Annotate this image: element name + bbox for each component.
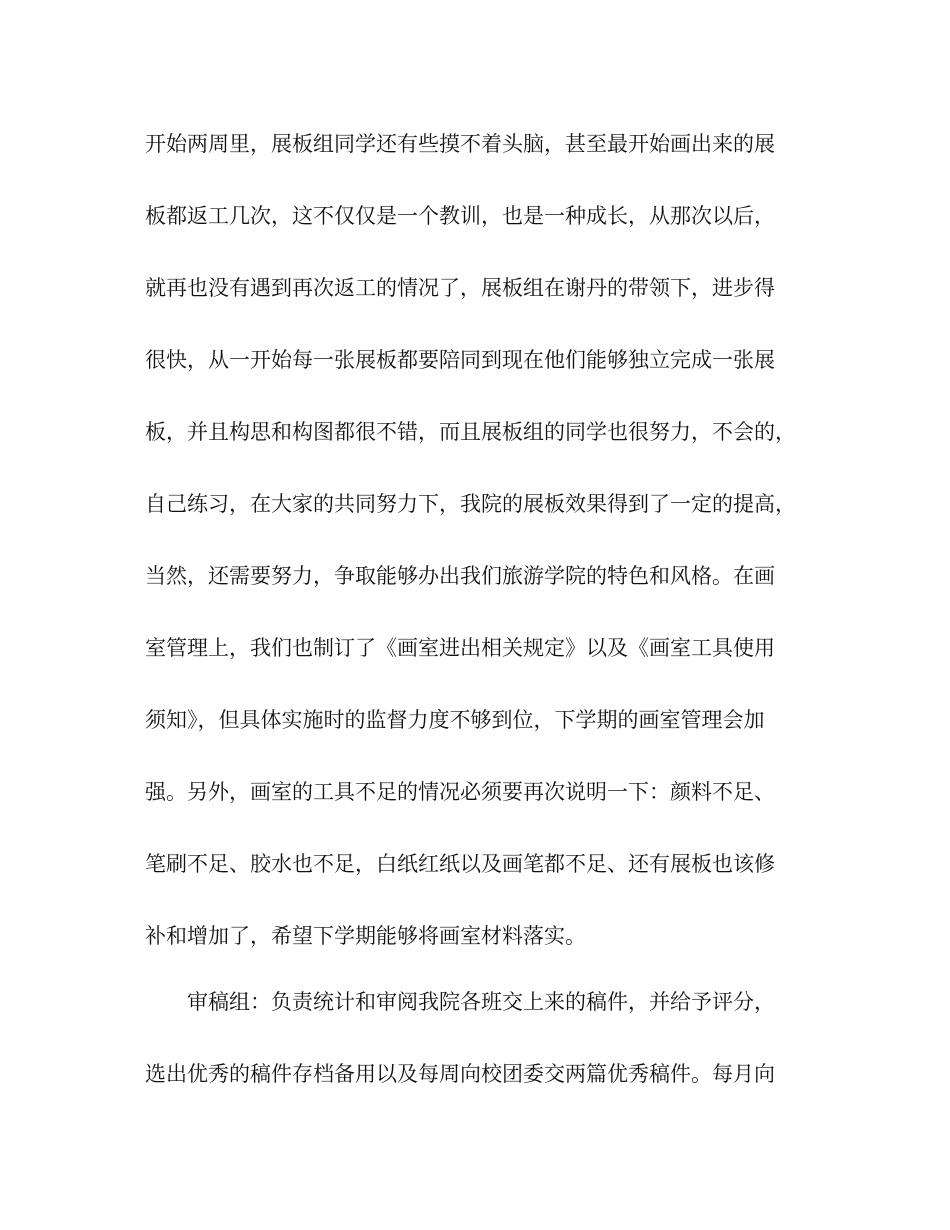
text-line: 自己练习，在大家的共同努力下，我院的展板效果得到了一定的提高， [145, 492, 796, 516]
text-line: 开始两周里，展板组同学还有些摸不着头脑，甚至最开始画出来的展 [145, 132, 775, 156]
text-line: 当然，还需要努力，争取能够办出我们旅游学院的特色和风格。在画 [145, 564, 775, 588]
text-line: 板，并且构思和构图都很不错，而且展板组的同学也很努力，不会的， [145, 420, 796, 444]
text-line: 笔刷不足、胶水也不足，白纸红纸以及画笔都不足、还有展板也该修 [145, 852, 775, 876]
text-line: 室管理上，我们也制订了《画室进出相关规定》以及《画室工具使用 [145, 636, 775, 660]
text-line: 强。另外，画室的工具不足的情况必须要再次说明一下：颜料不足、 [145, 780, 775, 804]
text-line: 就再也没有遇到再次返工的情况了，展板组在谢丹的带领下，进步得 [145, 276, 775, 300]
text-line: 选出优秀的稿件存档备用以及每周向校团委交两篇优秀稿件。每月向 [145, 1062, 775, 1086]
text-line: 板都返工几次，这不仅仅是一个教训，也是一种成长，从那次以后， [145, 204, 775, 228]
text-line: 很快，从一开始每一张展板都要陪同到现在他们能够独立完成一张展 [145, 348, 775, 372]
paragraph-first-line: 审稿组：负责统计和审阅我院各班交上来的稿件，并给予评分， [187, 990, 775, 1014]
text-line: 补和增加了，希望下学期能够将画室材料落实。 [145, 924, 586, 948]
text-line: 须知》，但具体实施时的监督力度不够到位，下学期的画室管理会加 [145, 708, 765, 732]
